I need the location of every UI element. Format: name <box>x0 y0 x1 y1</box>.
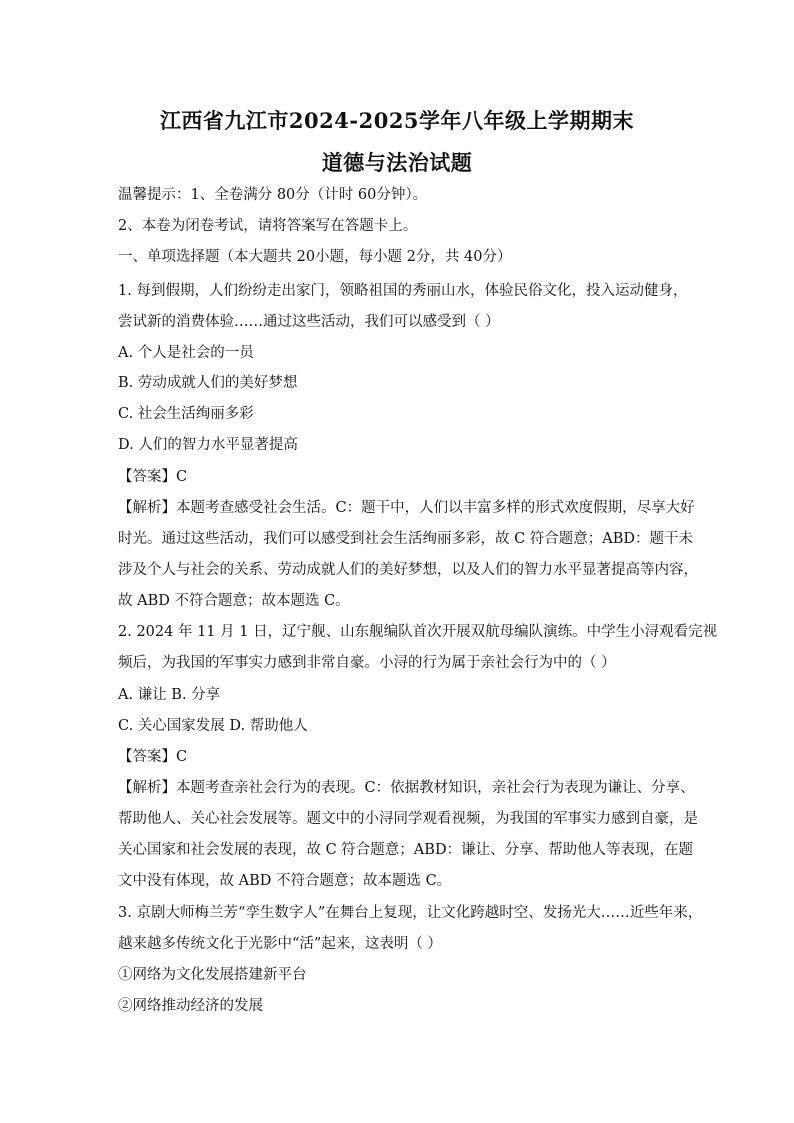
text-line: 2、本卷为闭卷考试，请将答案写在答题卡上。 <box>118 218 418 234</box>
explanation: 帮助他人、关心社会发展等。题文中的小浔同学观看视频，为我国的军事实力感到自豪，是 <box>118 811 698 827</box>
question-stem: 尝试新的消费体验……通过这些活动，我们可以感受到（ ） <box>118 314 500 330</box>
option: A. 个人是社会的一员 <box>118 345 254 361</box>
statement: ①网络为文化发展搭建新平台 <box>118 967 307 983</box>
question-stem: 频后，为我国的军事实力感到非常自豪。小浔的行为属于亲社会行为中的（ ） <box>118 655 616 671</box>
answer: 【答案】C <box>118 469 188 485</box>
document-subtitle: 道德与法治试题 <box>321 150 473 175</box>
explanation: 文中没有体现，故 ABD 不符合题意；故本题选 C。 <box>118 873 452 889</box>
option: A. 谦让 B. 分享 <box>118 687 221 703</box>
option: D. 人们的智力水平显著提高 <box>118 437 298 453</box>
question-stem: 3. 京剧大师梅兰芳“孪生数字人”在舞台上复现，让文化跨越时空、发扬光大……近些年来， <box>118 905 703 921</box>
question-stem: 2. 2024 年 11 月 1 日，辽宁舰、山东舰编队首次开展双航母编队演练。中学生小浔观看完视 <box>118 624 718 640</box>
question-stem: 1. 每到假期，人们纷纷走出家门，领略祖国的秀丽山水，体验民俗文化，投入运动健身， <box>118 283 688 299</box>
explanation: 故 ABD 不符合题意；故本题选 C。 <box>118 593 350 609</box>
section-heading: 一、单项选择题（本大题共 20小题，每小题 2分，共 40分） <box>118 249 512 265</box>
question-stem: 越来越多传统文化于光影中“活”起来，这表明（ ） <box>118 936 442 952</box>
explanation: 【解析】本题考查感受社会生活。C：题干中，人们以丰富多样的形式欢度假期，尽享大好 <box>118 500 695 516</box>
option: C. 关心国家发展 D. 帮助他人 <box>118 718 308 734</box>
document-title: 江西省九江市2024-2025学年八年级上学期期末 <box>159 108 635 133</box>
explanation: 时光。通过这些活动，我们可以感受到社会生活绚丽多彩，故 C 符合题意；ABD：题干未 <box>118 531 694 547</box>
explanation: 关心国家和社会发展的表现，故 C 符合题意；ABD：谦让、分享、帮助他人等表现，在题 <box>118 842 694 858</box>
option: C. 社会生活绚丽多彩 <box>118 406 254 422</box>
text-line: 温馨提示：1、全卷满分 80分（计时 60分钟）。 <box>118 187 428 203</box>
explanation: 涉及个人与社会的关系、劳动成就人们的美好梦想，以及人们的智力水平显著提高等内容， <box>118 562 698 578</box>
explanation: 【解析】本题考查亲社会行为的表现。C：依据教材知识，亲社会行为表现为谦让、分享、 <box>118 780 695 796</box>
statement: ②网络推动经济的发展 <box>118 998 263 1014</box>
answer: 【答案】C <box>118 749 188 765</box>
option: B. 劳动成就人们的美好梦想 <box>118 375 298 391</box>
